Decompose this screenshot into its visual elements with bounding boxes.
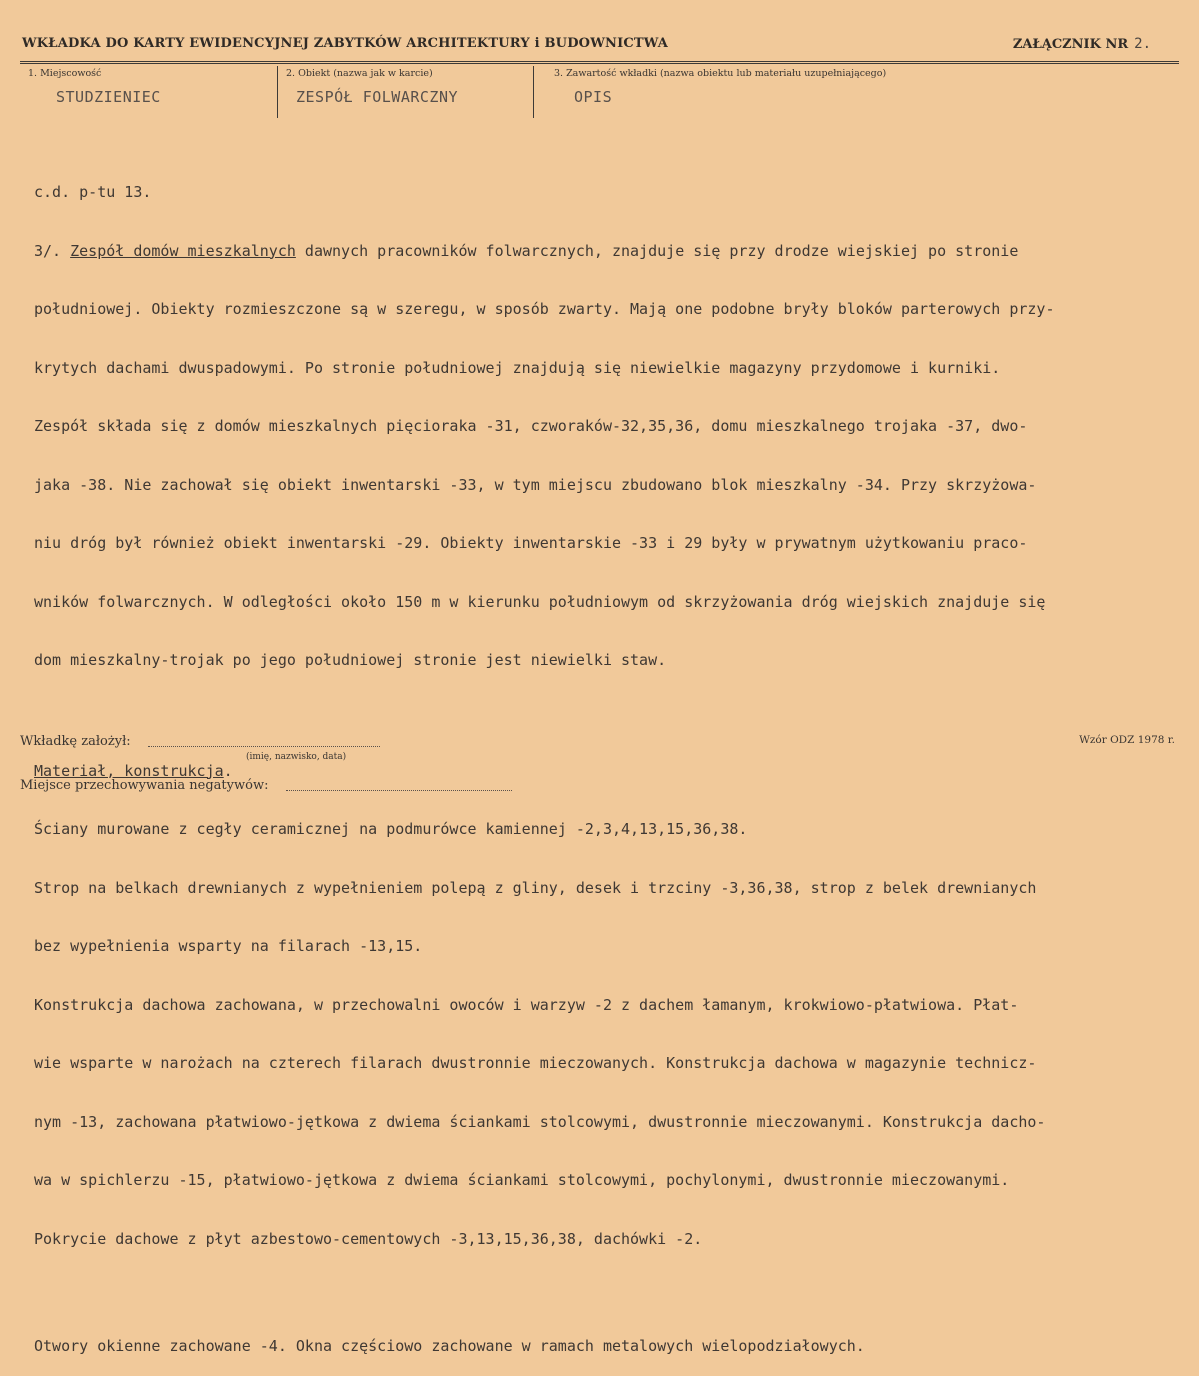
- locality-label: 1. Miejscowość: [28, 68, 102, 79]
- text-line: wników folwarcznych. W odległości około 150 m w kierunku południowym od skrzyżowania dróg wiejskich znajduje się: [34, 592, 1046, 611]
- text-line: Pokrycie dachowe z płyt azbestowo-cementowych -3,13,15,36,38, dachówki -2.: [34, 1229, 703, 1248]
- object-field: [278, 65, 546, 117]
- field-row: [20, 65, 1179, 117]
- text-line: Strop na belkach drewnianych z wypełnieniem polepą z gliny, desek i trzciny -3,36,38, strop z belek drewnianych: [34, 878, 1037, 897]
- text-line: Ściany murowane z cegły ceramicznej na podmurówce kamiennej -2,3,4,13,15,36,38.: [34, 820, 748, 838]
- content-label: 3. Zawartość wkładki (nazwa obiektu lub materiału uzupełniającego): [554, 68, 887, 79]
- text-line: Zespół składa się z domów mieszkalnych pięcioraka -31, czworaków-32,35,36, domu mieszkalnego trojaka -37, dwo-: [34, 417, 1028, 435]
- locality-value: STUDZIENIEC: [56, 88, 161, 106]
- attachment-label: ZAŁĄCZNIK NR: [1012, 37, 1129, 52]
- negatives-field[interactable]: [286, 790, 512, 791]
- text-line: nym -13, zachowana płatwiowo-jętkowa z dwiema ściankami stolcowymi, dwustronnie mieczowanymi. Konstrukcja dacho-: [34, 1112, 1046, 1131]
- text-line: wie wsparte w narożach na czterech filarach dwustronnie mieczowanych. Konstrukcja dachowa w magazynie technicz-: [34, 1054, 1037, 1072]
- text-line: dom mieszkalny-trojak po jego południowej stronie jest niewielki staw.: [34, 651, 667, 669]
- created-by-field[interactable]: [148, 746, 380, 747]
- material-heading: Materiał, konstrukcja: [34, 761, 224, 780]
- heading-dot: .: [223, 761, 233, 780]
- item-heading: Zespół domów mieszkalnych: [70, 241, 296, 260]
- field-divider: [533, 66, 534, 118]
- text-line: krytych dachami dwuspadowymi. Po stronie południowej znajdują się niewielkie magazyny przydomowe i kurniki.: [34, 358, 1001, 377]
- field-divider: [277, 66, 278, 118]
- negatives-label: Miejsce przechowywania negatywów:: [20, 778, 269, 793]
- text-line: jaka -38. Nie zachował się obiekt inwentarski -33, w tym miejscu zbudowano blok mieszkalny -34. Przy skrzyżowa-: [34, 475, 1037, 494]
- created-by-hint: (imię, nazwisko, data): [246, 752, 347, 762]
- object-label: 2. Obiekt (nazwa jak w karcie): [286, 68, 433, 79]
- description-text: [34, 144, 1194, 1376]
- spacer: [34, 710, 1194, 723]
- header-rule: [20, 61, 1179, 64]
- text-line: niu dróg był również obiekt inwentarski -29. Obiekty inwentarskie -33 i 29 były w prywatnym użytkowaniu praco-: [34, 534, 1028, 552]
- text-line: Otwory okienne zachowane -4. Okna częściowo zachowane w ramach metalowych wielopodziałowych.: [34, 1337, 865, 1355]
- created-by-label: Wkładkę założył:: [20, 734, 131, 749]
- text-line: południowej. Obiekty rozmieszczone są w szeregu, w sposób zwarty. Mają one podobne bryły bloków parterowych przy-: [34, 300, 1055, 318]
- text-line: Konstrukcja dachowa zachowana, w przechowalni owoców i warzyw -2 z dachem łamanym, krokwiowo-płatwiowa. Płat-: [34, 995, 1019, 1014]
- text-line: bez wypełnienia wsparty na filarach -13,15.: [34, 937, 423, 955]
- item-number: 3/.: [34, 241, 71, 260]
- object-value: ZESPÓŁ FOLWARCZNY: [296, 88, 459, 106]
- spacer: [34, 1288, 1194, 1298]
- form-title: WKŁADKA DO KARTY EWIDENCYJNEJ ZABYTKÓW ARCHITEKTURY i BUDOWNICTWA: [22, 36, 669, 51]
- text-line: [34, 242, 1194, 262]
- attachment-value: 2.: [1134, 36, 1151, 52]
- text-line: wa w spichlerzu -15, płatwiowo-jętkowa z dwiema ściankami stolcowymi, pochylonymi, dwustronnie mieczowanymi.: [34, 1171, 1010, 1189]
- continuation-line: c.d. p-tu 13.: [34, 183, 152, 201]
- template-note: Wzór ODZ 1978 r.: [1079, 734, 1175, 746]
- content-value: OPIS: [574, 88, 613, 106]
- locality-field: [20, 65, 278, 117]
- content-field: [546, 65, 1179, 117]
- attachment-number: [1013, 36, 1151, 52]
- text-fragment: dawnych pracowników folwarcznych, znajduje się przy drodze wiejskiej po stronie: [295, 241, 1019, 260]
